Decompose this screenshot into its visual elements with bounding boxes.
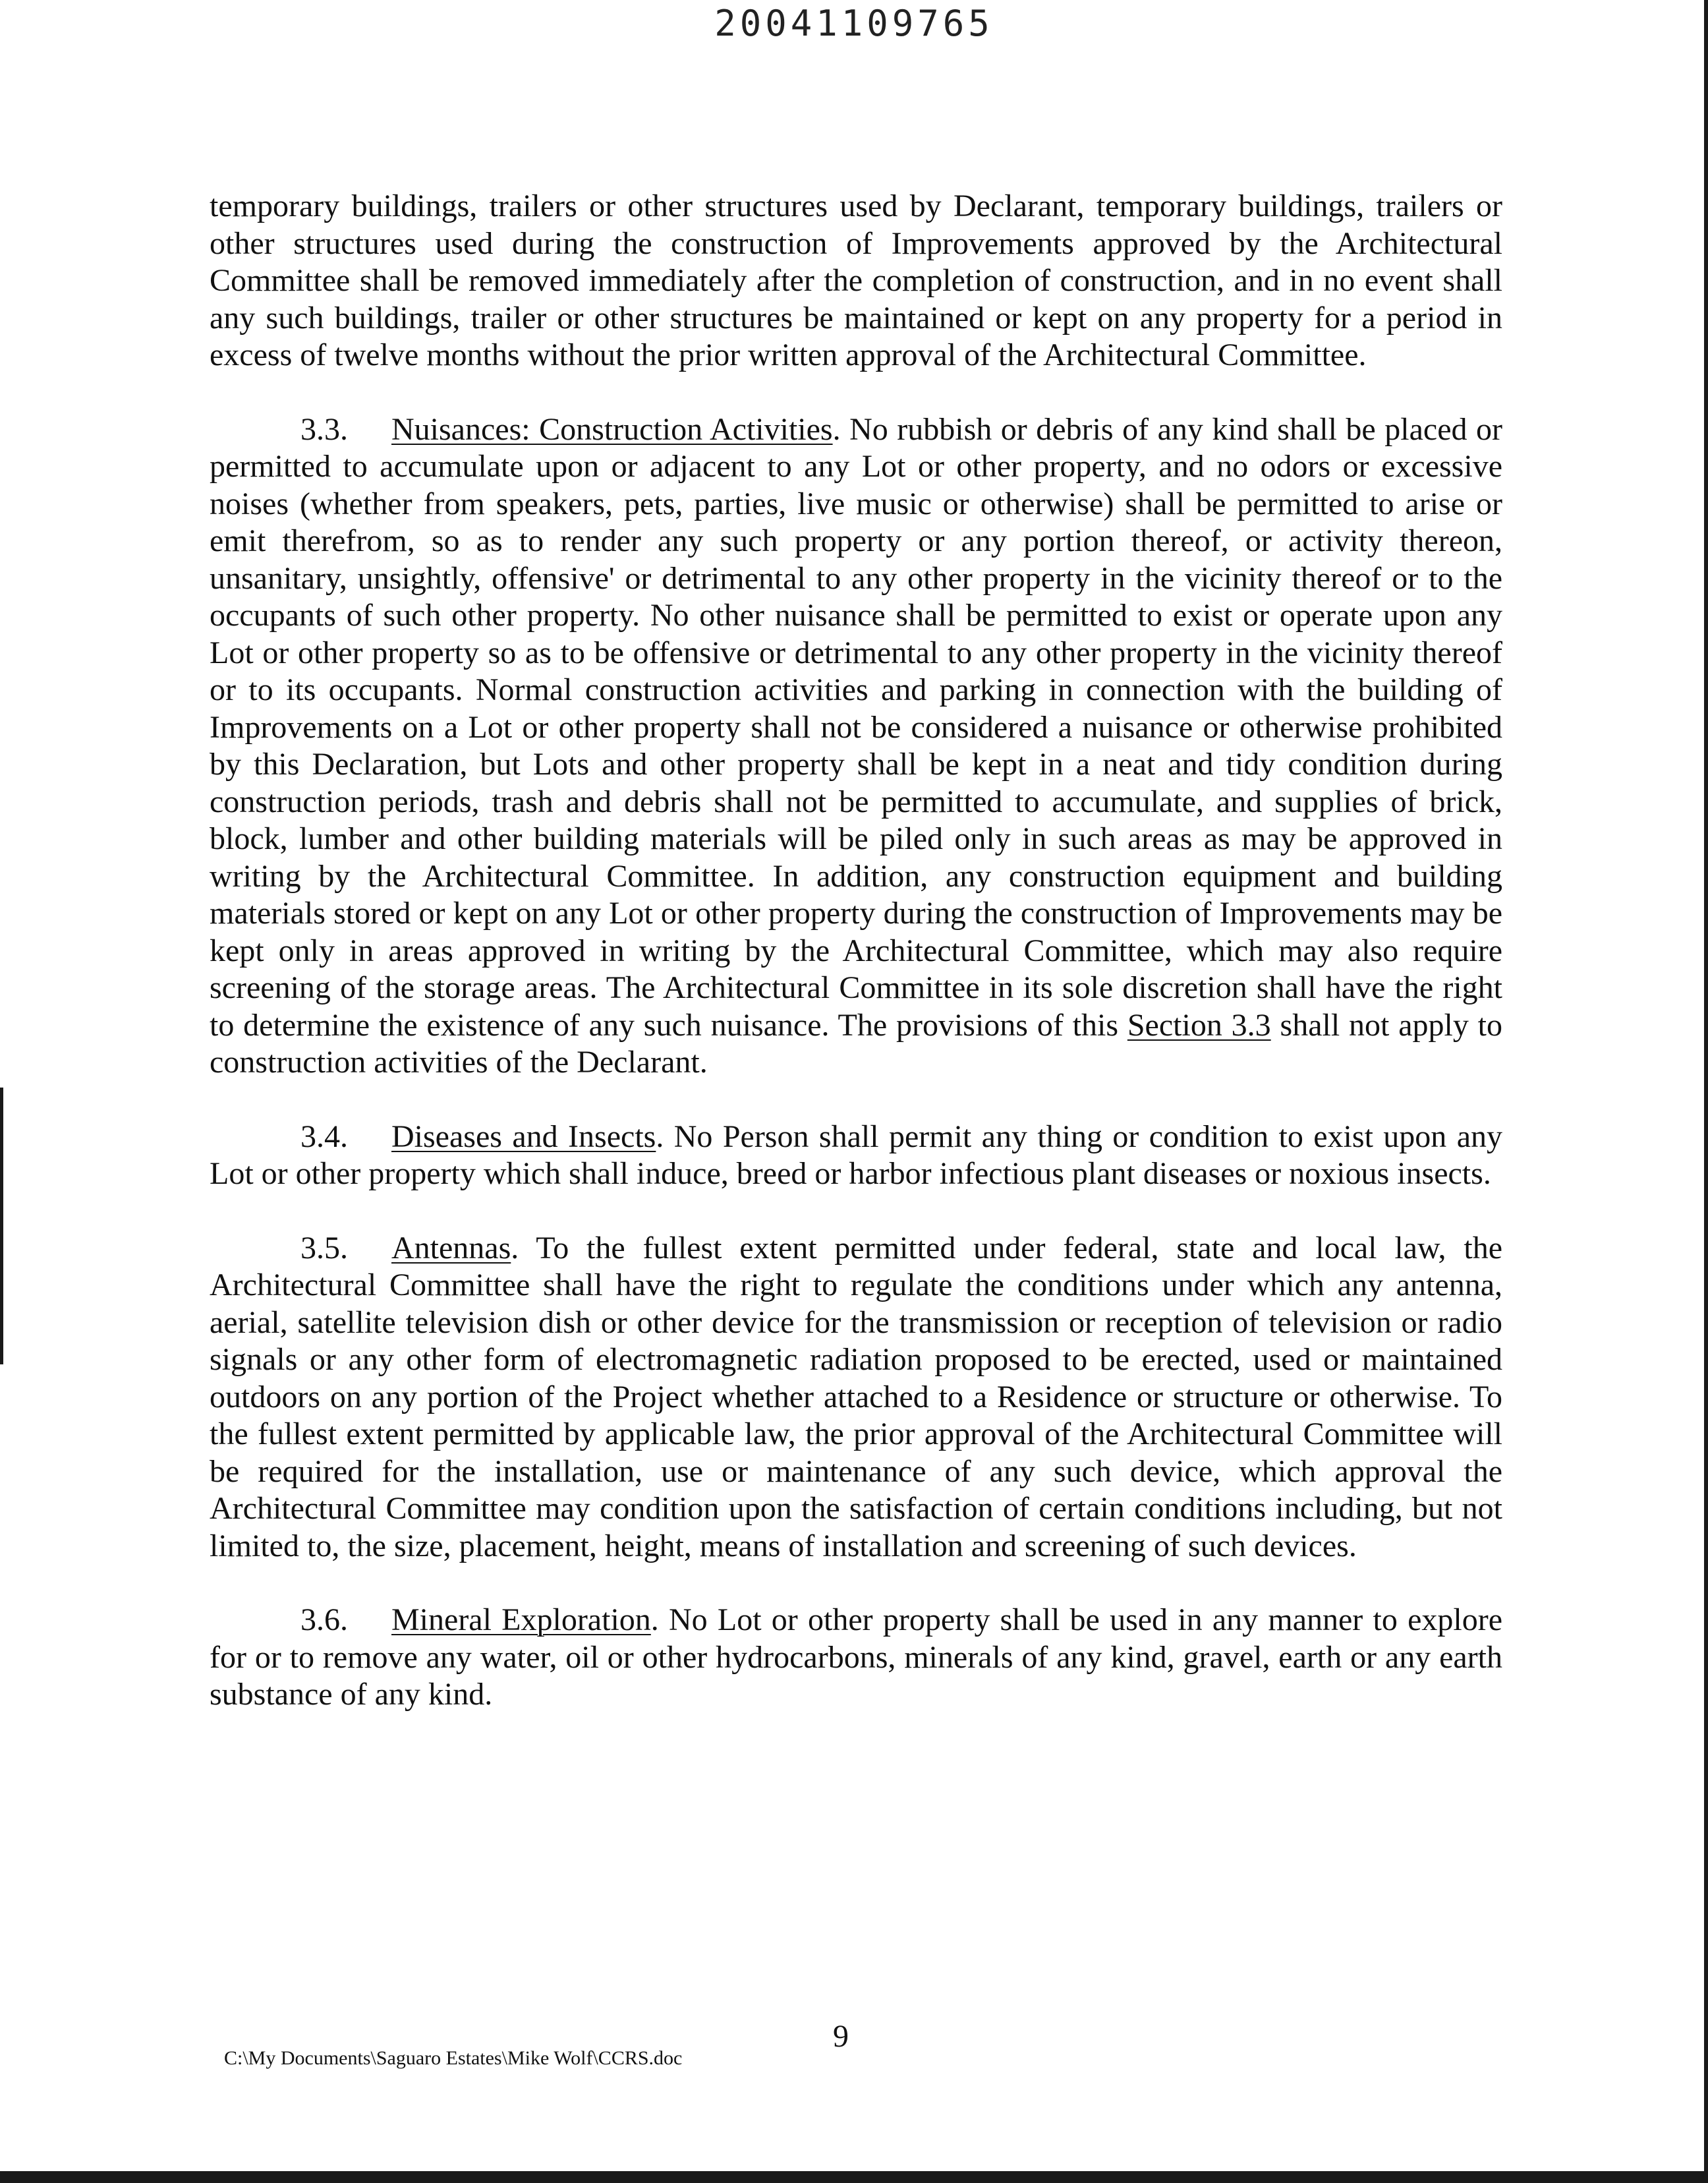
section-number: 3.6.: [300, 1602, 348, 1637]
section-3-6: [210, 1602, 1502, 1714]
section-body: . No rubbish or debris of any kind shall be placed or permitted to accumulate upon or adjacent to any Lot or other property, and no odors or excessive noises (whether from speakers, pets, parties, live music or otherwise) shall be permitted to arise or emit therefrom, so as to render any such property or any portion thereof, or activity thereon, unsanitary, unsightly, offensive' or detrimental to any other property in the vicinity thereof or to the occupants of such other property. No other nuisance shall be permitted to exist or operate upon any Lot or other property so as to be offensive or detrimental to any other property in the vicinity thereof or to its occupants. Normal construction activities and parking in connection with the building of Improvements on a Lot or other property shall not be considered a nuisance or otherwise prohibited by this Declaration, but Lots and other property shall be kept in a neat and tidy condition during construction periods, trash and debris shall not be permitted to accumulate, and supplies of brick, block, lumber and other building materials will be piled only in such areas as may be approved in writing by the Architectural Committee. In addition, any construction equipment and building materials stored or kept on any Lot or other property during the construction of Improvements may be kept only in areas approved in writing by the Architectural Committee, which may also require screening of the storage areas. The Architectural Committee in its sole discretion shall have the right to determine the existence of any such nuisance. The provisions of this: [210, 411, 1502, 1043]
scan-edge-bottom: [0, 2171, 1708, 2183]
section-number: 3.4.: [300, 1119, 348, 1154]
section-body: . No Lot or other property shall be used in any manner to explore for or to remove any water, oil or other hydrocarbons, minerals of any kind, gravel, earth or any earth substance of any kind.: [210, 1602, 1503, 1712]
section-3-3: [210, 411, 1502, 1082]
document-number: 20041109765: [714, 3, 994, 44]
section-body: . To the fullest extent permitted under federal, state and local law, the Architectural Committee shall have the right to regulate the conditions under which any antenna, aerial, satellite television dish or other device for the transmission or reception of television or radio signals or any other form of electromagnetic radiation proposed to be erected, used or maintained outdoors on any portion of the Project whether attached to a Residence or structure or otherwise. To the fullest extent permitted by applicable law, the prior approval of the Architectural Committee will be required for the installation, use or maintenance of any such device, which approval the Architectural Committee may condition upon the satisfaction of certain conditions including, but not limited to, the size, placement, height, means of installation and screening of such devices.: [210, 1230, 1502, 1563]
section-reference: Section 3.3: [1127, 1007, 1271, 1043]
section-number: 3.3.: [300, 411, 348, 447]
scan-edge-left-mark: [0, 1088, 3, 1364]
page-body: [210, 188, 1502, 1751]
scan-edge-right: [1704, 0, 1708, 2183]
footer-file-path: C:\My Documents\Saguaro Estates\Mike Wolf\CCRS.doc: [224, 2047, 683, 2069]
section-number: 3.5.: [300, 1230, 348, 1266]
intro-paragraph: temporary buildings, trailers or other structures used by Declarant, temporary buildings, trailers or other structures used during the construction of Improvements approved by the Architectural Committee shall be removed immediately after the completion of construction, and in no event shall any such buildings, trailer or other structures be maintained or kept on any property for a period in excess of twelve months without the prior written approval of the Architectural Committee.: [210, 189, 1502, 372]
section-heading: Antennas: [391, 1230, 511, 1266]
section-3-5: [210, 1230, 1502, 1565]
section-heading: Diseases and Insects: [391, 1119, 656, 1154]
page-number-text: 9: [833, 2019, 849, 2054]
section-body-end: shall not apply to construction activities of the Declarant.: [210, 1007, 1503, 1080]
section-body: . No Person shall permit any thing or condition to exist upon any Lot or other property which shall induce, breed or harbor infectious plant diseases or noxious insects.: [210, 1119, 1503, 1191]
section-heading: Mineral Exploration: [391, 1602, 651, 1637]
section-3-4: [210, 1119, 1502, 1193]
section-heading: Nuisances: Construction Activities: [391, 411, 833, 447]
